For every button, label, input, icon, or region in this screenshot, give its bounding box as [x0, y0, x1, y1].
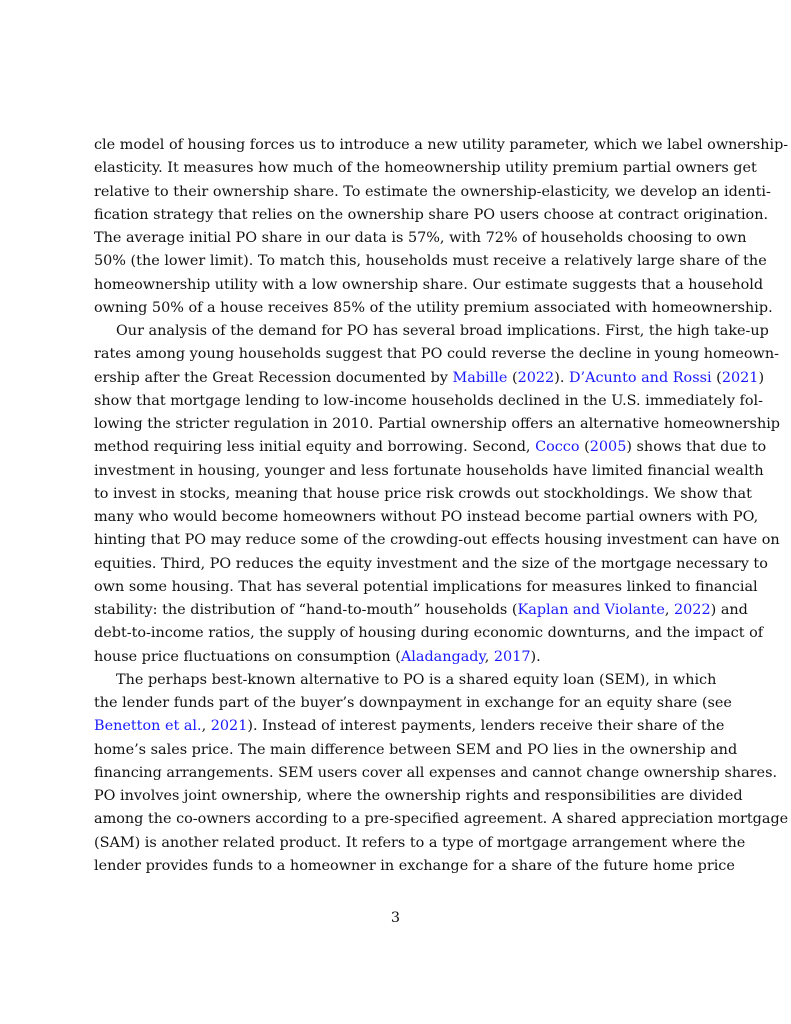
- text-run: elasticity. It measures how much of the homeownership utility premium partial owners get: [94, 160, 757, 177]
- text-run: (SAM) is another related product. It refers to a type of mortgage arrangement where the: [94, 834, 746, 851]
- citation-link[interactable]: 2021: [721, 369, 759, 386]
- text-run: ).: [554, 369, 569, 386]
- text-run: debt-to-income ratios, the supply of housing during economic downturns, and the impact of: [94, 625, 764, 642]
- text-line: [94, 181, 771, 204]
- text-run: relative to their ownership share. To estimate the ownership-elasticity, we develop an identi-: [94, 183, 771, 200]
- text-run: ): [758, 369, 765, 386]
- text-run: (: [579, 439, 590, 456]
- text-run: owning 50% of a house receives 85% of the utility premium associated with homeownership.: [94, 299, 773, 316]
- text-line: [94, 274, 764, 297]
- citation-link[interactable]: 2021: [210, 718, 248, 735]
- text-run: (: [507, 369, 518, 386]
- text-run: ) and: [710, 602, 748, 618]
- text-run: stability: the distribution of “hand-to-mouth” households (: [94, 602, 518, 618]
- text-line: [94, 413, 781, 436]
- text-run: hinting that PO may reduce some of the crowding-out effects housing investment can have on: [94, 532, 780, 549]
- text-run: fication strategy that relies on the ownership share PO users choose at contract origination.: [94, 206, 769, 223]
- text-line: [116, 669, 717, 692]
- text-run: equities. Third, PO reduces the equity investment and the size of the mortgage necessary to: [94, 555, 768, 572]
- text-line: [116, 320, 769, 343]
- text-line: [94, 785, 743, 808]
- text-run: own some housing. That has several potential implications for measures linked to financial: [94, 578, 758, 595]
- text-run: ). Instead of interest payments, lenders receive their share of the: [247, 718, 725, 735]
- text-line: [94, 483, 752, 506]
- text-line: [94, 460, 764, 483]
- text-line: [94, 646, 698, 669]
- text-line: [94, 204, 769, 227]
- citation-link[interactable]: Cocco: [535, 439, 580, 456]
- citation-link[interactable]: 2017: [493, 648, 531, 665]
- text-line: [94, 576, 758, 599]
- text-run: lender provides funds to a homeowner in exchange for a share of the future home price: [94, 857, 735, 874]
- text-run: The average initial PO share in our data is 57%, with 72% of households choosing to own: [94, 230, 747, 246]
- text-line: [94, 622, 764, 645]
- text-line: [94, 762, 778, 785]
- text-run: homeownership utility with a low ownership share. Our estimate suggests that a household: [94, 276, 764, 293]
- text-run: to invest in stocks, meaning that house price risk crowds out stockholdings. We show that: [94, 485, 752, 502]
- text-run: home’s sales price. The main difference between SEM and PO lies in the ownership and: [94, 741, 738, 758]
- text-run: ,: [484, 648, 494, 665]
- citation-link[interactable]: Benetton et al.: [94, 718, 202, 735]
- citation-link[interactable]: 2022: [674, 602, 711, 618]
- text-run: PO involves joint ownership, where the ownership rights and responsibilities are divided: [94, 788, 743, 804]
- text-line: [94, 297, 773, 320]
- text-line: [94, 692, 732, 715]
- text-run: Our analysis of the demand for PO has several broad implications. First, the high take-up: [116, 323, 769, 339]
- citation-link[interactable]: Kaplan and Violante: [517, 602, 665, 618]
- text-line: [94, 553, 768, 576]
- text-line: [94, 134, 789, 157]
- text-run: 50% (the lower limit). To match this, households must receive a relatively large share of the: [94, 253, 767, 270]
- text-run: investment in housing, younger and less fortunate households have limited financial wealth: [94, 462, 764, 479]
- text-run: rates among young households suggest that PO could reverse the decline in young homeown-: [94, 346, 780, 363]
- text-line: [94, 250, 767, 273]
- text-line: [94, 715, 725, 738]
- text-run: financing arrangements. SEM users cover all expenses and cannot change ownership shares.: [94, 764, 778, 781]
- page-number: 3: [390, 910, 401, 926]
- citation-link[interactable]: Aladangady: [400, 648, 485, 665]
- citation-link[interactable]: D’Acunto and Rossi: [568, 369, 712, 386]
- text-run: The perhaps best-known alternative to PO is a shared equity loan (SEM), in which: [116, 671, 717, 688]
- text-line: [94, 367, 765, 390]
- citation-link[interactable]: 2022: [517, 369, 555, 386]
- text-run: ).: [530, 648, 541, 665]
- text-line: [94, 436, 767, 459]
- text-run: lowing the stricter regulation in 2010. Partial ownership offers an alternative homeownership: [94, 416, 781, 432]
- text-line: [94, 599, 748, 622]
- text-run: ,: [664, 602, 674, 618]
- text-run: (: [711, 369, 722, 386]
- text-line: [94, 506, 759, 529]
- text-run: ,: [201, 718, 211, 735]
- text-line: [94, 808, 789, 831]
- text-line: [94, 855, 735, 878]
- text-run: among the co-owners according to a pre-specified agreement. A shared appreciation mortgage: [94, 811, 789, 828]
- text-line: [94, 227, 747, 250]
- text-line: [94, 390, 764, 413]
- text-line: [94, 157, 757, 180]
- text-run: method requiring less initial equity and borrowing. Second,: [94, 439, 536, 456]
- text-run: house price fluctuations on consumption (: [94, 648, 401, 665]
- text-run: many who would become homeowners without PO instead become partial owners with PO,: [94, 509, 759, 525]
- text-run: cle model of housing forces us to introduce a new utility parameter, which we label ownership-: [94, 137, 789, 153]
- text-line: [94, 832, 746, 855]
- citation-link[interactable]: 2005: [589, 439, 627, 456]
- text-run: ership after the Great Recession documented by: [94, 369, 453, 386]
- text-run: the lender funds part of the buyer’s downpayment in exchange for an equity share (see: [94, 695, 732, 711]
- text-run: show that mortgage lending to low-income households declined in the U.S. immediately fol-: [94, 392, 764, 409]
- text-line: [94, 529, 780, 552]
- text-run: ) shows that due to: [626, 439, 767, 456]
- citation-link[interactable]: Mabille: [452, 369, 508, 386]
- text-line: [94, 739, 738, 762]
- text-line: [94, 343, 780, 366]
